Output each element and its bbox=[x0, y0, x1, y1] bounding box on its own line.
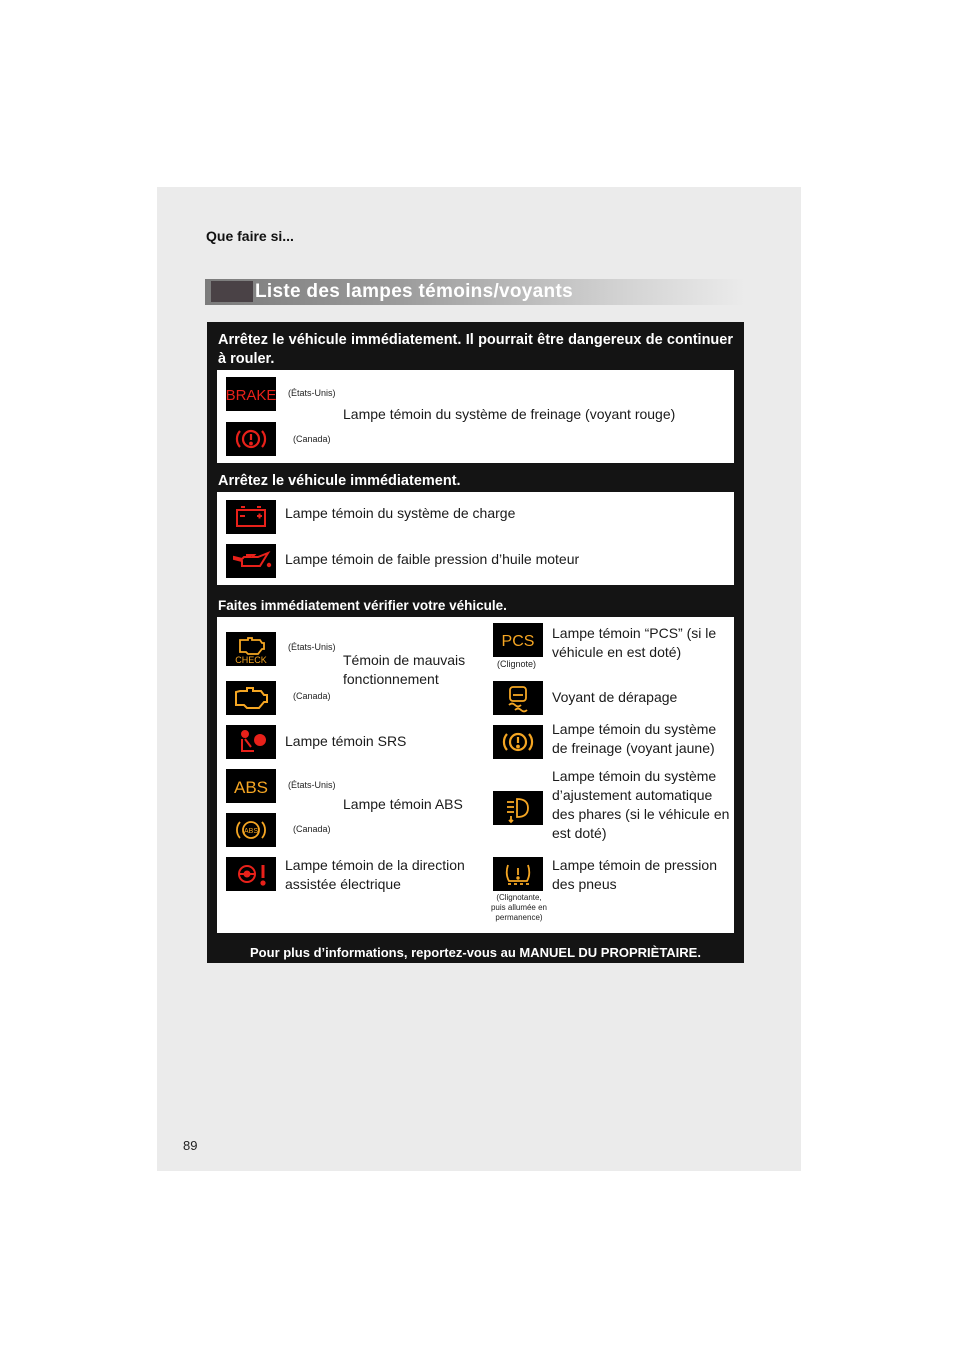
skid-icon bbox=[493, 681, 543, 715]
eps-icon bbox=[226, 857, 276, 891]
title-bar bbox=[205, 279, 745, 305]
tire-blink-label: (Clignotante, puis allumée en permanence) bbox=[490, 893, 548, 922]
skid-label: Voyant de dérapage bbox=[552, 689, 678, 705]
canada-label-2: (Canada) bbox=[293, 691, 331, 701]
oil-can-icon bbox=[226, 544, 276, 578]
abs-text-glyph: ABS bbox=[233, 778, 269, 797]
abs-circle-glyph: ABS bbox=[243, 828, 259, 835]
pcs-text-glyph: PCS bbox=[501, 633, 535, 650]
engine-icon bbox=[226, 681, 276, 715]
pcs-label: Lampe témoin “PCS” (si le véhicule en est doté) bbox=[552, 625, 717, 660]
check-text-glyph: CHECK bbox=[235, 655, 267, 665]
check-engine-icon bbox=[226, 632, 276, 666]
eps-label: Lampe témoin de la direction assistée électrique bbox=[285, 857, 465, 892]
abs-label: Lampe témoin ABS bbox=[343, 796, 463, 812]
headlight-label: Lampe témoin du système d’ajustement automatique des phares (si le véhicule en est doté) bbox=[552, 768, 730, 841]
section3-heading: Faites immédiatement vérifier votre véhicule. bbox=[218, 598, 507, 613]
usa-label: (États-Unis) bbox=[288, 388, 336, 398]
usa-label-3: (États-Unis) bbox=[288, 780, 336, 790]
page-title: Liste des lampes témoins/voyants bbox=[255, 281, 573, 302]
canada-label-3: (Canada) bbox=[293, 824, 331, 834]
usa-label-2: (États-Unis) bbox=[288, 642, 336, 652]
page-number: 89 bbox=[183, 1138, 198, 1153]
brake-warning-icon bbox=[493, 725, 543, 759]
abs-circle-icon bbox=[226, 813, 276, 847]
abs-text-icon bbox=[226, 769, 276, 803]
srs-label: Lampe témoin SRS bbox=[285, 733, 407, 749]
section2-heading: Arrêtez le véhicule immédiatement. bbox=[218, 473, 461, 489]
charge-label: Lampe témoin du système de charge bbox=[285, 505, 516, 521]
pcs-icon bbox=[493, 623, 543, 657]
brake-text-icon bbox=[226, 377, 276, 411]
title-swatch bbox=[211, 281, 253, 302]
tire-pressure-icon bbox=[493, 857, 543, 891]
section-label: Que faire si... bbox=[206, 228, 294, 244]
section1-heading: Arrêtez le véhicule immédiatement. Il pourrait être dangereux de continuer à rouler. bbox=[218, 332, 733, 367]
battery-icon bbox=[226, 500, 276, 534]
brake-yellow-label: Lampe témoin du système de freinage (voyant jaune) bbox=[552, 721, 717, 756]
blink-label: (Clignote) bbox=[497, 659, 537, 669]
brake-circle-icon bbox=[226, 422, 276, 456]
footer-note: Pour plus d’informations, reportez-vous au MANUEL DU PROPRIÈTAIRE. bbox=[250, 945, 701, 960]
brake-text-glyph: BRAKE bbox=[226, 387, 276, 404]
brake-red-label: Lampe témoin du système de freinage (voyant rouge) bbox=[343, 406, 676, 422]
malfunction-label: Témoin de mauvais fonctionnement bbox=[343, 652, 466, 687]
oil-label: Lampe témoin de faible pression d’huile moteur bbox=[285, 551, 580, 567]
headlight-level-icon bbox=[493, 791, 543, 825]
tire-label: Lampe témoin de pression des pneus bbox=[552, 857, 717, 892]
canada-label: (Canada) bbox=[293, 434, 331, 444]
srs-icon bbox=[226, 725, 276, 759]
